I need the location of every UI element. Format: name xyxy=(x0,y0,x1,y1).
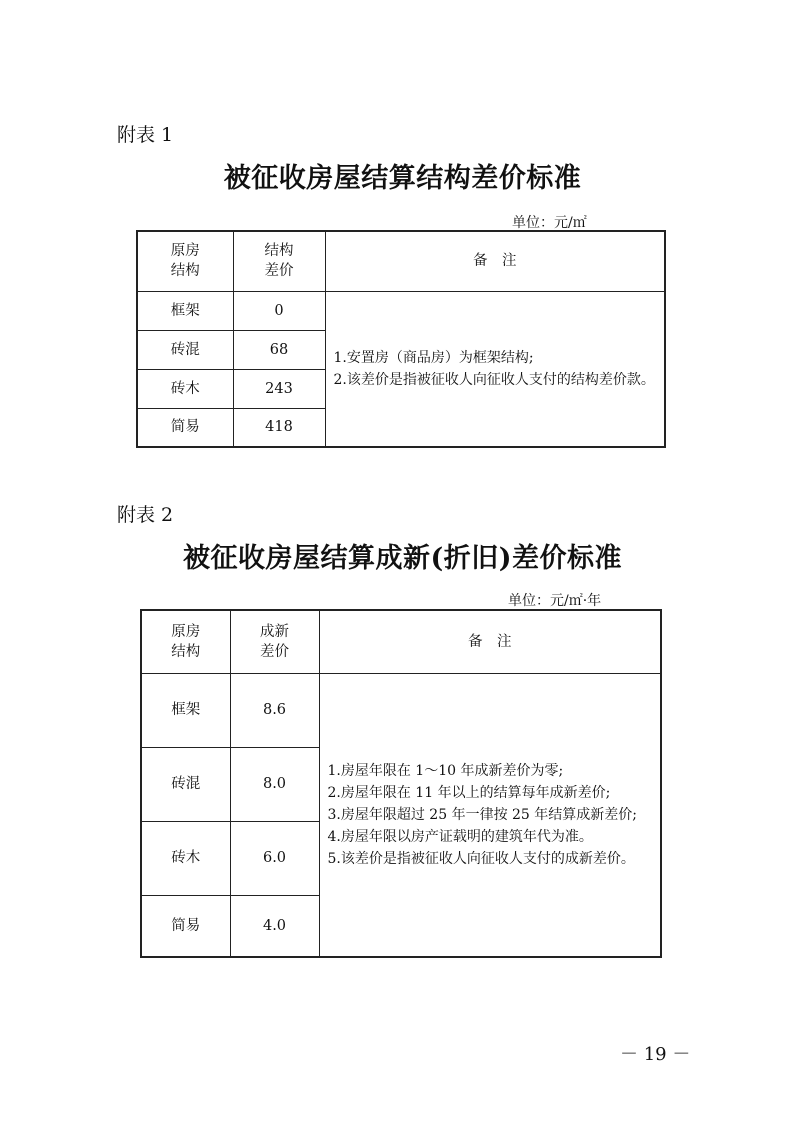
table2-label: 附表 2 xyxy=(117,504,174,526)
table1-unit: 单位：元/㎡ xyxy=(512,215,587,231)
table2-unit: 单位：元/㎡·年 xyxy=(508,593,602,609)
table1-notes xyxy=(325,291,665,447)
table1-label: 附表 1 xyxy=(117,124,174,146)
table-row xyxy=(141,673,661,747)
table2 xyxy=(140,609,662,958)
table1-header-structure: 原房 结构 xyxy=(137,231,233,291)
table1-title: 被征收房屋结算结构差价标准 xyxy=(223,163,582,194)
table1-cell-value: 68 xyxy=(233,330,325,369)
table1-cell-value: 0 xyxy=(233,291,325,330)
table1-note-2: 2.该差价是指被征收人向征收人支付的结构差价款。 xyxy=(333,371,655,388)
table1-header-value: 结构 差价 xyxy=(233,231,325,291)
table2-note-5: 5.该差价是指被征收人向征收人支付的成新差价。 xyxy=(327,850,635,867)
table2-header-value: 成新 差价 xyxy=(230,610,319,673)
table2-cell-structure: 框架 xyxy=(141,673,230,747)
table1-cell-structure: 砖混 xyxy=(137,330,233,369)
table1 xyxy=(136,230,666,448)
table2-header-row xyxy=(141,610,661,673)
table2-cell-value: 6.0 xyxy=(230,821,319,895)
page-number: － 19 － xyxy=(620,1044,691,1065)
table2-cell-structure: 砖混 xyxy=(141,747,230,821)
table1-cell-structure: 框架 xyxy=(137,291,233,330)
table1-header-note: 备 注 xyxy=(325,231,665,291)
table1-cell-value: 418 xyxy=(233,408,325,447)
table2-cell-value: 8.6 xyxy=(230,673,319,747)
table1-note-1: 1.安置房（商品房）为框架结构; xyxy=(333,349,534,366)
table2-cell-value: 4.0 xyxy=(230,895,319,957)
table-row xyxy=(137,291,665,330)
table2-note-1: 1.房屋年限在 1～10 年成新差价为零; xyxy=(327,762,564,779)
table2-notes xyxy=(319,673,661,957)
table2-cell-structure: 砖木 xyxy=(141,821,230,895)
table2-header-structure: 原房 结构 xyxy=(141,610,230,673)
table2-header-note: 备 注 xyxy=(319,610,661,673)
table1-cell-structure: 砖木 xyxy=(137,369,233,408)
table2-cell-value: 8.0 xyxy=(230,747,319,821)
table2-title: 被征收房屋结算成新(折旧)差价标准 xyxy=(182,543,623,574)
table1-header-row xyxy=(137,231,665,291)
table1-cell-value: 243 xyxy=(233,369,325,408)
table2-note-3: 3.房屋年限超过 25 年一律按 25 年结算成新差价; xyxy=(327,806,638,823)
table2-cell-structure: 简易 xyxy=(141,895,230,957)
table2-note-2: 2.房屋年限在 11 年以上的结算每年成新差价; xyxy=(327,784,611,801)
table2-note-4: 4.房屋年限以房产证载明的建筑年代为准。 xyxy=(327,828,593,845)
table1-cell-structure: 简易 xyxy=(137,408,233,447)
